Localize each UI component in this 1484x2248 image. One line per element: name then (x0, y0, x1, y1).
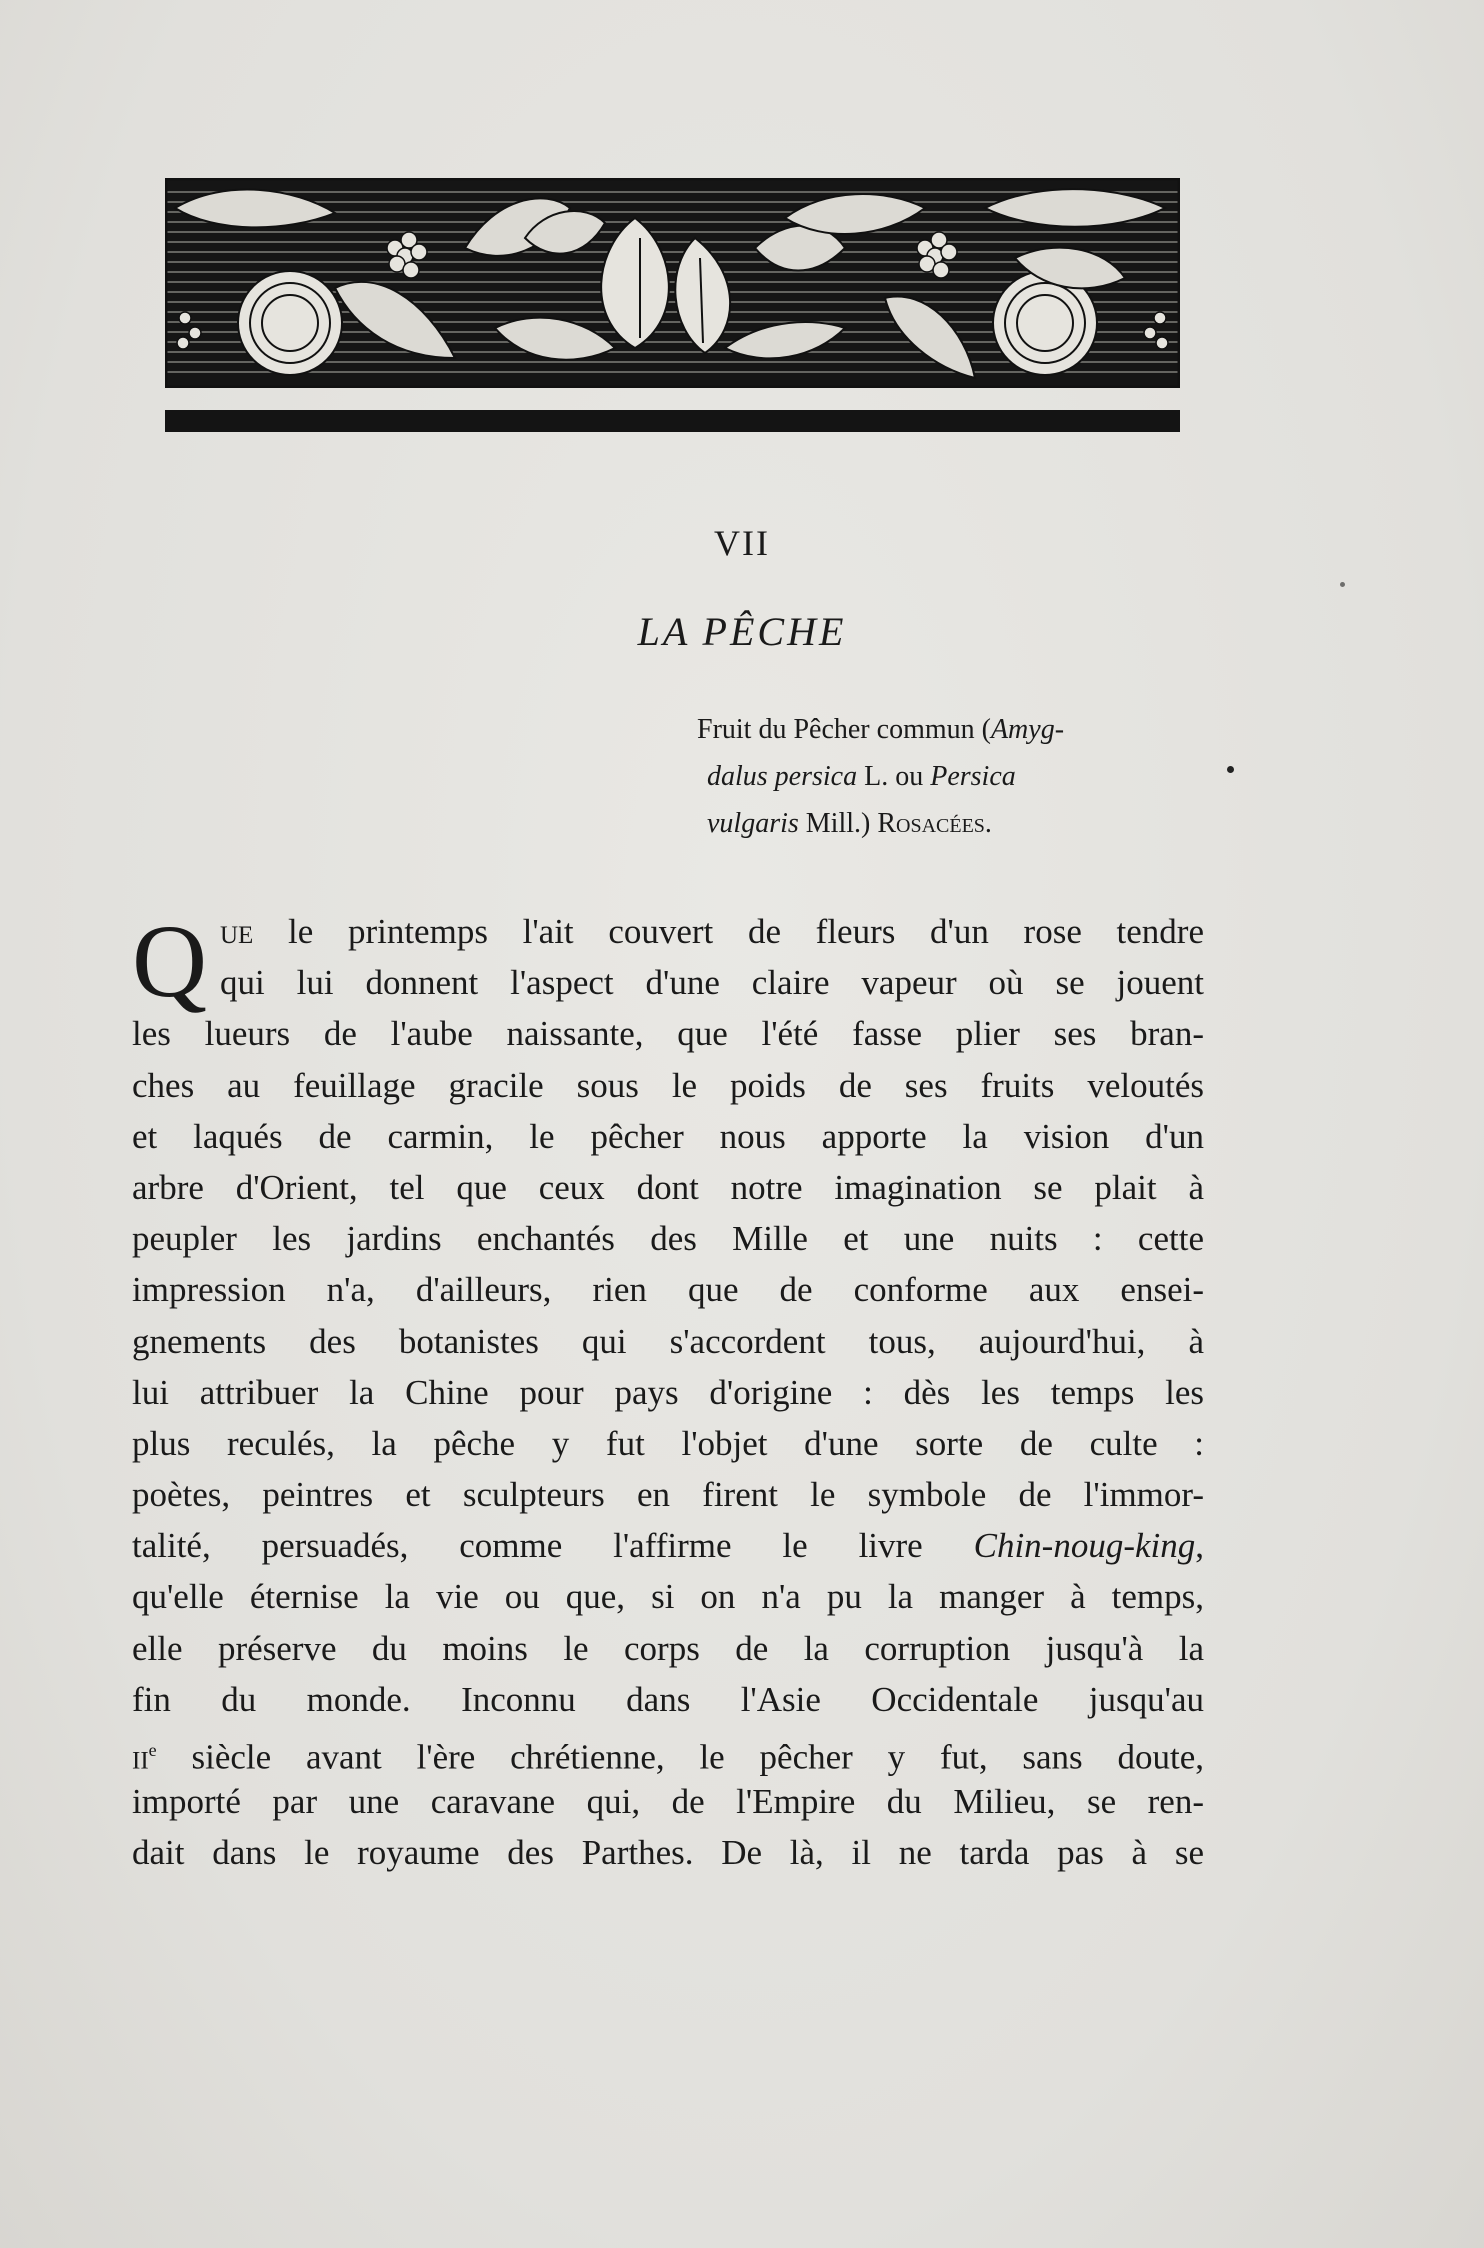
specks (1340, 582, 1345, 587)
text-line: $ii^e$ siècle avant l'ère chrétienne, le pêcher y fut, sans doute, (132, 1737, 1204, 1777)
text-line: plus reculés, la pêche y fut l'objet d'une sorte de culte : (132, 1423, 1204, 1463)
fruit-ornament-band (165, 178, 1180, 388)
text-line: et laqués de carmin, le pêcher nous apporte la vision d'un (132, 1116, 1204, 1156)
text-line: fin du monde. Inconnu dans l'Asie Occidentale jusqu'au (132, 1679, 1204, 1719)
text-line: dait dans le royaume des Parthes. De là, il ne tarda pas à se (132, 1833, 1204, 1873)
ornament-rule (165, 410, 1180, 432)
text-line: poètes, peintres et sculpteurs en firent le symbole de l'immor- (132, 1475, 1204, 1515)
drop-cap: Q (132, 904, 208, 1019)
text-line: importé par une caravane qui, de l'Empire du Milieu, se ren- (132, 1782, 1204, 1822)
text-line: impression n'a, d'ailleurs, rien que de conforme aux ensei- (132, 1270, 1204, 1310)
text-line: les lueurs de l'aube naissante, que l'été fasse plier ses bran- (132, 1014, 1204, 1054)
chapter-title: LA PÊCHE (637, 609, 847, 654)
text-line: peupler les jardins enchantés des Mille et une nuits : cette (132, 1219, 1204, 1259)
text-line: elle préserve du moins le corps de la corruption jusqu'à la (132, 1628, 1204, 1668)
text-line: gnements des botanistes qui s'accordent tous, aujourd'hui, à (132, 1321, 1204, 1361)
peach-left (238, 271, 342, 375)
text-line: arbre d'Orient, tel que ceux dont notre imagination se plait à (132, 1167, 1204, 1207)
botanical-epigraph: Fruit du Pêcher commun (Amyg- dalus persica L. ou Persica vulgaris Mill.) Rosacées. (697, 714, 1065, 839)
chapter-number: VII (714, 523, 770, 563)
text-line: ches au feuillage gracile sous le poids de ses fruits veloutés (132, 1065, 1204, 1105)
text-line: talité, persuadés, comme l'affirme le livre Chin-noug-king, (132, 1526, 1204, 1566)
text-line: qu'elle éternise la vie ou que, si on n'a pu la manger à temps, (132, 1577, 1204, 1617)
specks (1227, 766, 1234, 773)
text-line: ue le printemps l'ait couvert de fleurs d'un rose tendre (220, 912, 1204, 951)
text-line: lui attribuer la Chine pour pays d'origine : dès les temps les (132, 1372, 1204, 1412)
text-line: qui lui donnent l'aspect d'une claire vapeur où se jouent (220, 963, 1204, 1003)
body-text (132, 906, 1204, 1879)
